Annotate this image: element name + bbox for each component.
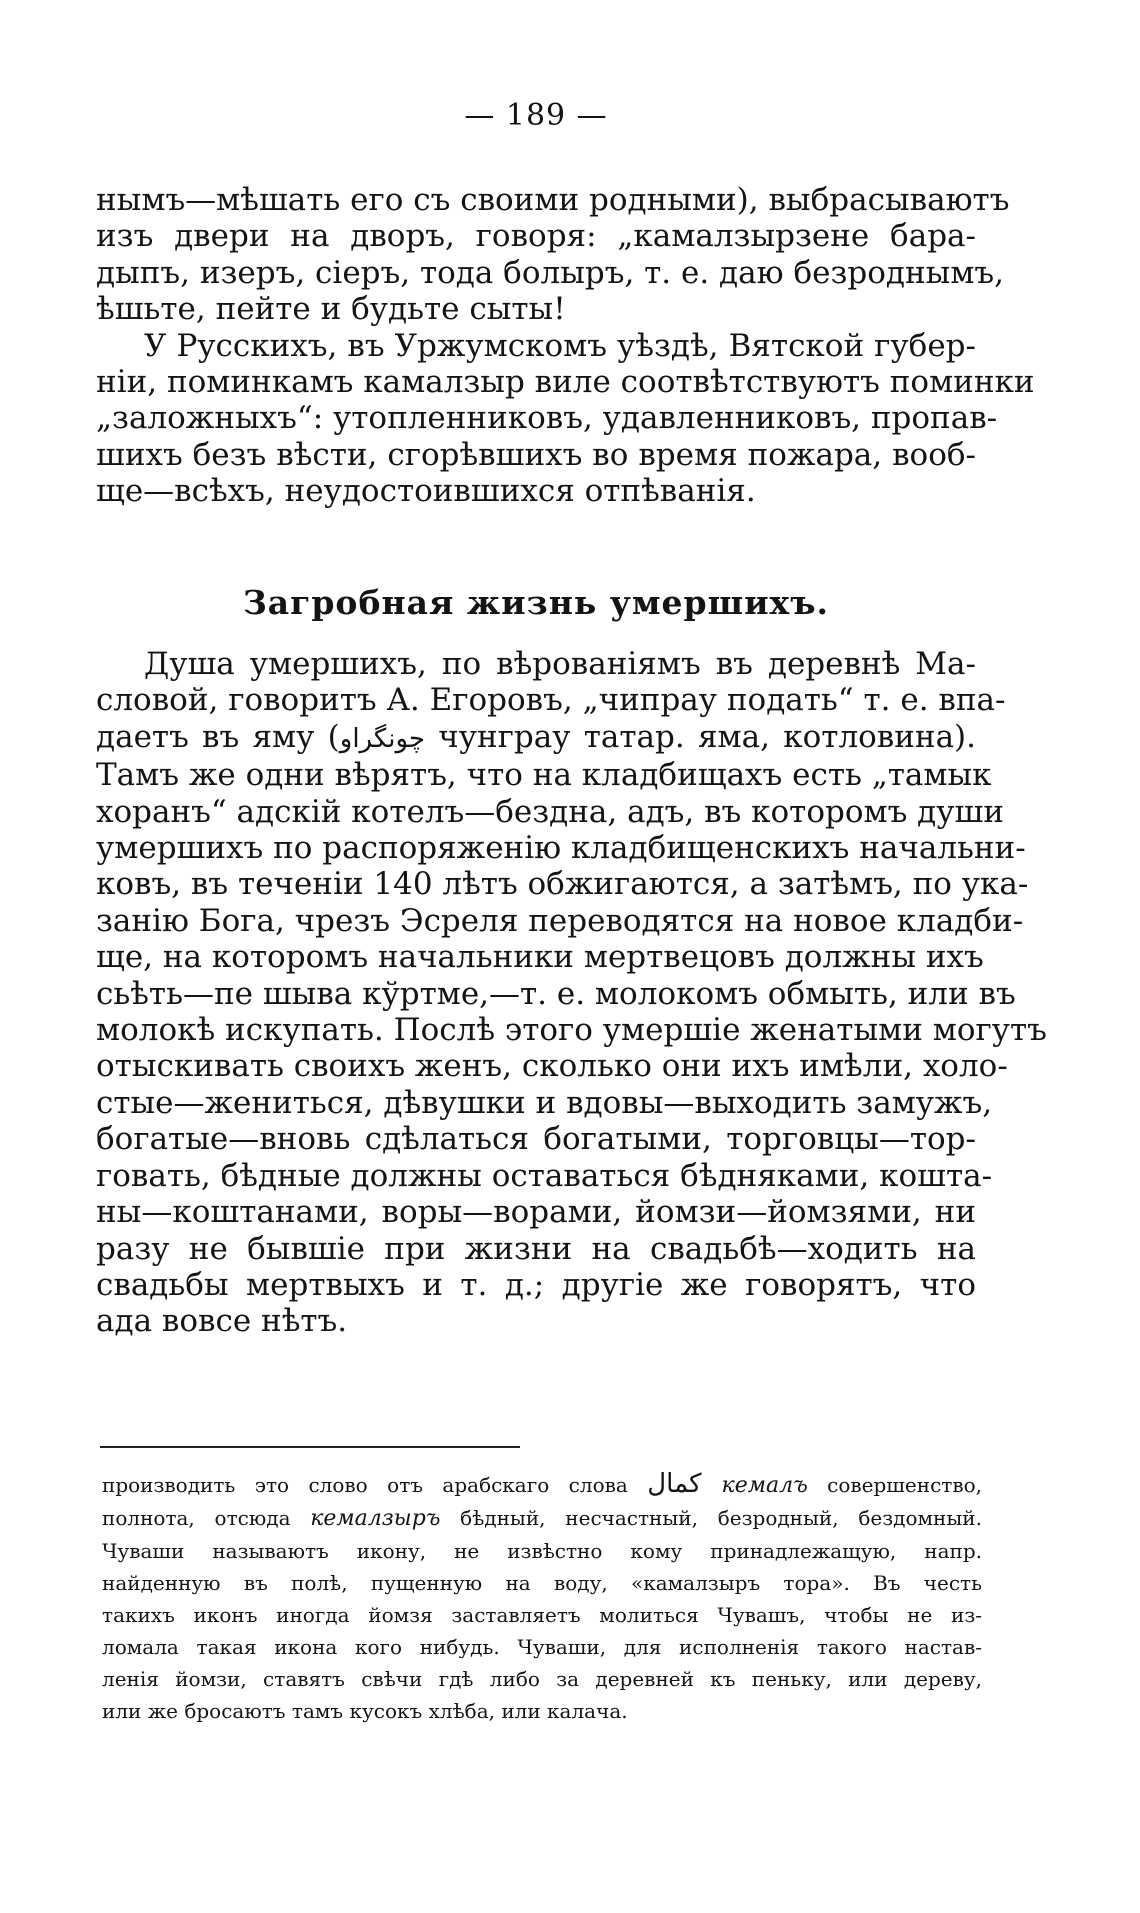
text-line: ще, на которомъ начальники мертвецовъ должны ихъ <box>96 939 984 976</box>
section-heading: Загробная жизнь умершихъ. <box>242 583 830 622</box>
footnote-line <box>102 1502 982 1535</box>
footnote-line: Чуваши называютъ икону, не извѣстно кому принадлежащую, напр. <box>102 1539 982 1563</box>
arabic-word: كمال <box>647 1469 702 1499</box>
text-line: Душа умершихъ, по вѣрованіямъ въ деревнѣ Ма- <box>144 646 976 682</box>
arabic-word: چونگراو <box>339 723 426 754</box>
text-line: разу не бывшіе при жизни на свадьбѣ—ходить на <box>96 1230 976 1267</box>
text-fragment: бѣдный, несчастный, безродный, бездомный. <box>440 1506 982 1530</box>
text-line: ковъ, въ теченіи 140 лѣтъ обжигаются, а затѣмъ, по ука- <box>96 866 1029 903</box>
text-fragment: совершенство, <box>807 1473 982 1497</box>
body-text-2 <box>96 646 1047 1340</box>
text-line: свадьбы мертвыхъ и т. д.; другіе же говорятъ, что <box>96 1266 976 1303</box>
text-line: ада вовсе нѣтъ. <box>96 1303 348 1340</box>
body-text <box>96 182 1035 510</box>
footnote <box>102 1468 982 1727</box>
text-line: „заложныхъ“: утопленниковъ, удавленниковъ, пропав- <box>96 400 998 437</box>
text-fragment: даетъ въ яму ( <box>96 718 340 755</box>
text-line: словой, говоритъ А. Егоровъ, „чипрау подать“ т. е. впа- <box>96 682 1006 719</box>
footnote-line: ленія йомзи, ставятъ свѣчи гдѣ либо за деревней къ пеньку, или дереву, <box>102 1667 982 1691</box>
text-line: занію Бога, чрезъ Эсреля переводятся на новое кладби- <box>96 902 1024 939</box>
footnote-line: ломала такая икона кого нибудь. Чуваши, для исполненія такого настав- <box>102 1635 982 1659</box>
footnote-line <box>102 1468 982 1502</box>
italic-word: кемалъ <box>701 1473 808 1498</box>
text-fragment: полнота, отсюда <box>102 1506 311 1530</box>
text-line: дыпъ, изеръ, сіеръ, тода болыръ, т. е. даю безроднымъ, <box>96 254 1005 291</box>
text-line: богатые—вновь сдѣлаться богатыми, торговцы—тор- <box>96 1121 976 1158</box>
text-line: ще—всѣхъ, неудостоившихся отпѣванія. <box>96 473 756 510</box>
text-line: Тамъ же одни вѣрятъ, что на кладбищахъ есть „тамык <box>96 757 992 794</box>
text-line: ѣшьте, пейте и будьте сыты! <box>96 291 566 328</box>
text-line: нымъ—мѣшать его съ своими родными), выбрасываютъ <box>96 182 1010 218</box>
text-line: ніи, поминкамъ камалзыр виле соотвѣтствуютъ поминки <box>96 364 1035 401</box>
text-fragment: чунграу татар. яма, котловина). <box>425 718 977 755</box>
text-line: говать, бѣдные должны оставаться бѣдняками, кошта- <box>96 1157 993 1194</box>
text-line: шихъ безъ вѣсти, сгорѣвшихъ во время пожара, вооб- <box>96 436 976 473</box>
footnote-line: или же бросаютъ тамъ кусокъ хлѣба, или калача. <box>102 1699 628 1723</box>
italic-word: кемалзыръ <box>310 1506 441 1531</box>
text-line: хоранъ“ адскій котелъ—бездна, адъ, въ которомъ души <box>96 793 1004 830</box>
text-line: молокѣ искупать. Послѣ этого умершіе женатыми могутъ <box>96 1012 1047 1049</box>
text-line: сьѣть—пе шыва кўртме,—т. е. молокомъ обмыть, или въ <box>96 975 1016 1012</box>
text-line: изъ двери на дворъ, говоря: „камалзырзене бара- <box>96 218 976 255</box>
text-line: ны—коштанами, воры—ворами, йомзи—йомзями, ни <box>96 1194 976 1231</box>
footnote-line: найденную въ полѣ, пущенную на воду, «камалзыръ тора». Въ честь <box>102 1571 982 1595</box>
text-fragment: производить это слово отъ арабскаго слова <box>102 1473 648 1497</box>
footnote-line: такихъ иконъ иногда йомзя заставляетъ молиться Чувашъ, чтобы не из- <box>102 1603 982 1627</box>
text-line <box>96 719 976 757</box>
text-line: У Русскихъ, въ Уржумскомъ уѣздѣ, Вятской губер- <box>144 327 976 364</box>
footnote-separator <box>100 1446 520 1448</box>
text-line: умершихъ по распоряженію кладбищенскихъ начальни- <box>96 830 1026 867</box>
text-line: отыскивать своихъ женъ, сколько они ихъ имѣли, холо- <box>96 1048 1008 1085</box>
text-line: стые—жениться, дѣвушки и вдовы—выходить замужъ, <box>96 1084 993 1121</box>
page-number: — 189 — <box>464 98 608 133</box>
